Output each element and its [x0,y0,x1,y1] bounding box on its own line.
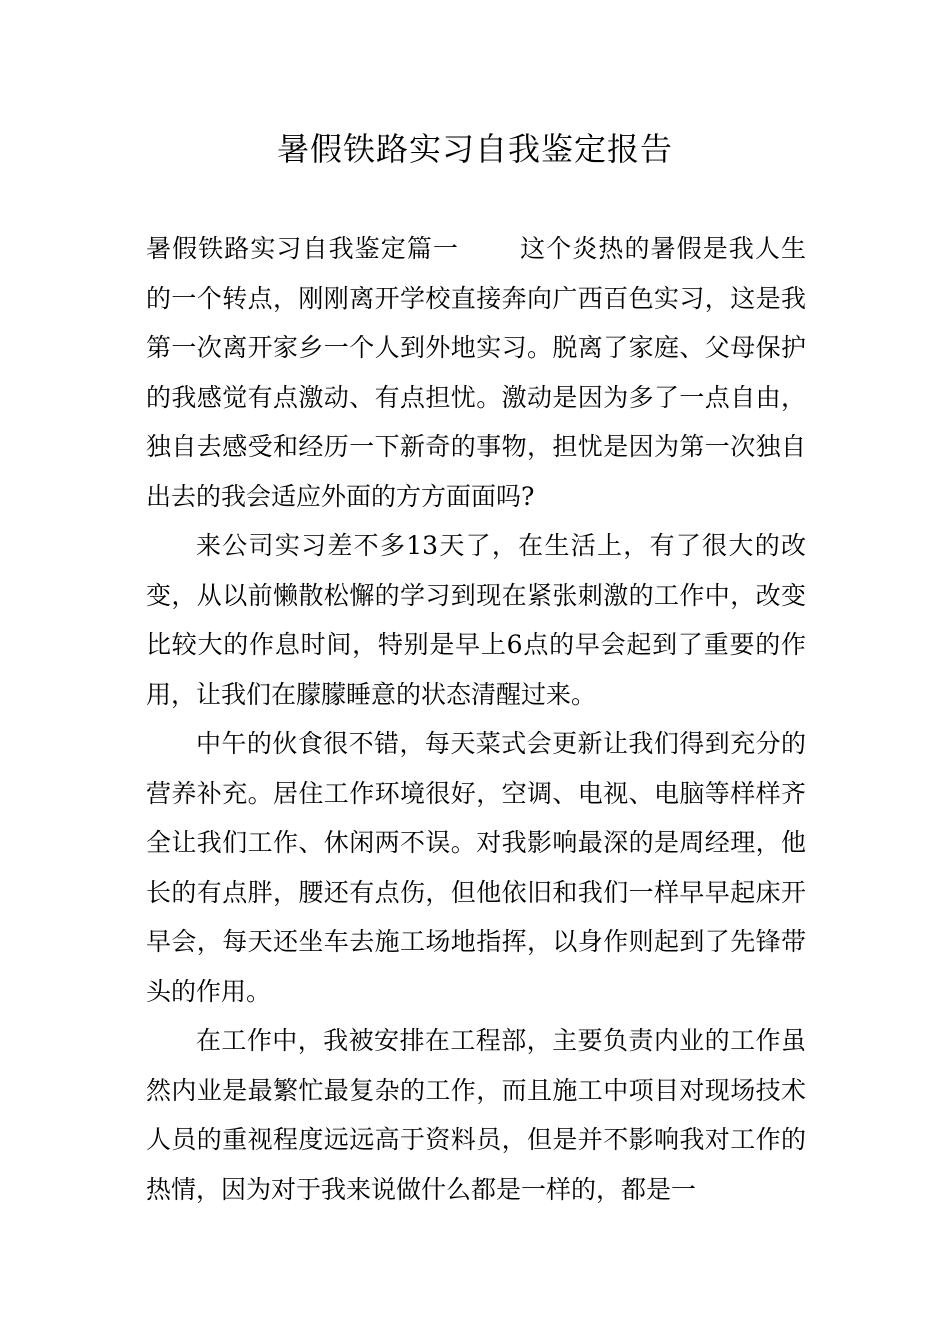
paragraph-3: 在工作中，我被安排在工程部，主要负责内业的工作虽然内业是最繁忙最复杂的工作，而且施工中项目对现场技术人员的重视程度远远高于资料员，但是并不影响我对工作的热情，因为对于我来说做什么都是一样的，都是一 [146,1026,806,1204]
paragraph-intro-text: 这个炎热的暑假是我人生的一个转点，刚刚离开学校直接奔向广西百色实习，这是我第一次离开家乡一个人到外地实习。脱离了家庭、父母保护的我感觉有点激动、有点担忧。激动是因为多了一点自由，独自去感受和经历一下新奇的事物，担忧是因为第一次独自出去的我会适应外面的方方面面吗? [146,234,806,511]
document-title: 暑假铁路实习自我鉴定报告 [276,130,673,168]
section-heading: 暑假铁路实习自我鉴定篇一 [146,234,460,263]
paragraph-1: 来公司实习差不多13天了，在生活上，有了很大的改变，从以前懒散松懈的学习到现在紧张刺激的工作中，改变比较大的作息时间，特别是早上6点的早会起到了重要的作用，让我们在朦朦睡意的状态清醒过来。 [146,531,806,709]
document-body [146,224,806,1214]
paragraph-intro [146,224,806,521]
paragraph-2: 中午的伙食很不错，每天菜式会更新让我们得到充分的营养补充。居住工作环境很好，空调、电视、电脑等样样齐全让我们工作、休闲两不误。对我影响最深的是周经理，他长的有点胖，腰还有点伤，但他依旧和我们一样早早起床开早会，每天还坐车去施工场地指挥，以身作则起到了先锋带头的作用。 [146,729,806,1006]
